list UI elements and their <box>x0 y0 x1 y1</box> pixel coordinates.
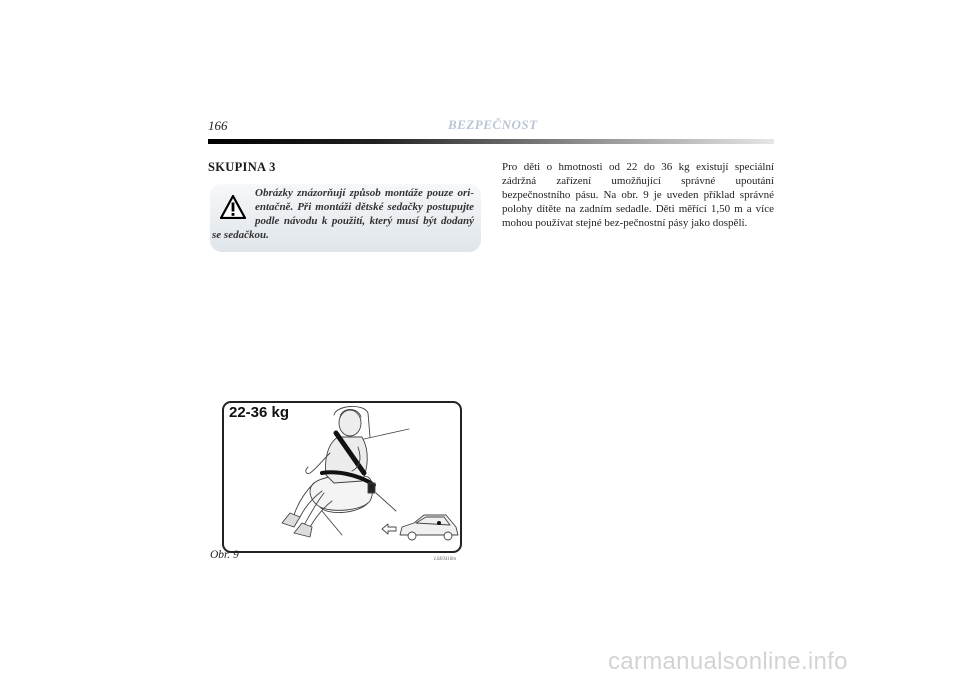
watermark: carmanualsonline.info <box>608 648 848 675</box>
weight-label: 22-36 kg <box>229 404 290 421</box>
header-rule <box>208 139 774 144</box>
figure-caption: Obr. 9 <box>210 549 239 561</box>
warning-text: Obrázky znázorňují způsob montáže pouze ori-entačně. Při montáži dětské sedačky postupujte podle návodu k použití, který musí být dodaný se sedačkou. <box>212 187 474 241</box>
section-heading: SKUPINA 3 <box>208 160 276 174</box>
child-seat-illustration <box>224 403 460 551</box>
page-number: 166 <box>208 118 228 133</box>
running-head: BEZPEČNOST <box>448 117 538 132</box>
figure-code: L0E0418m <box>434 557 456 562</box>
body-paragraph: Pro děti o hmotnosti od 22 do 36 kg existují speciální zádržná zařízení umožňující správné upoutání bezpečnostního pásu. Na obr. 9 je uveden příklad správné polohy dítěte na zadním sedadle. Děti měřící 1,50 m a více mohou používat stejné bez-pečnostní pásy jako dospělí. <box>502 161 774 229</box>
